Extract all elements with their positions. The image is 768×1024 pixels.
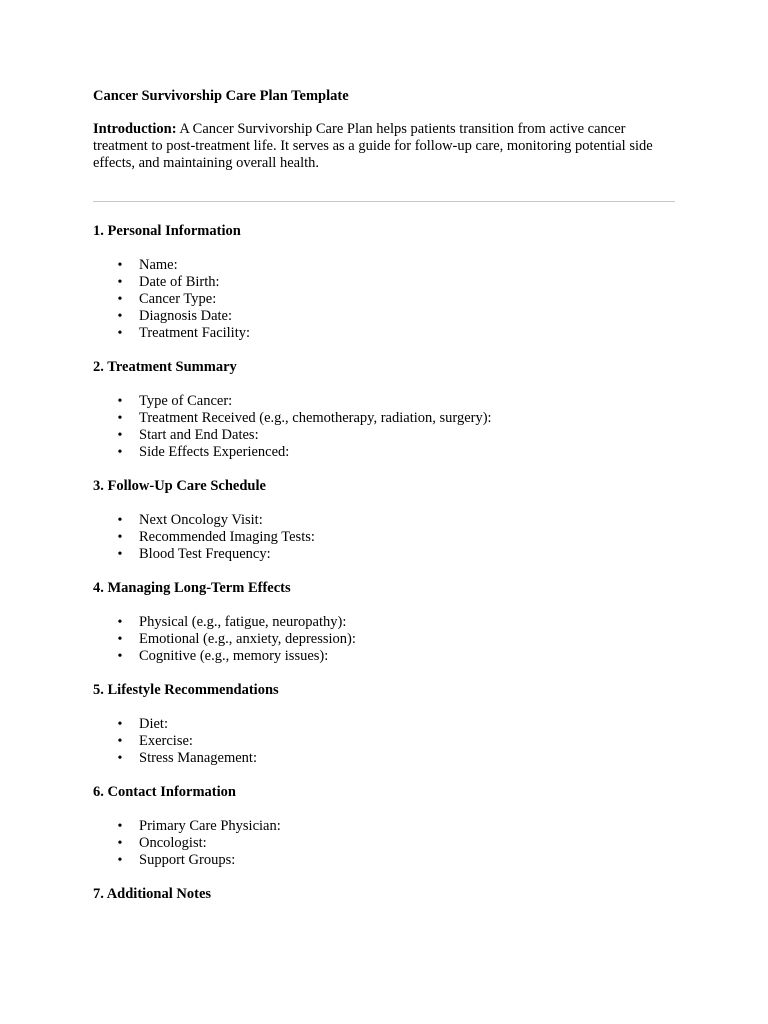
bullet-icon: • <box>117 649 123 664</box>
horizontal-divider <box>93 201 675 202</box>
list-item-label: Date of Birth: <box>139 274 220 290</box>
sections-container <box>93 223 675 903</box>
list-item <box>93 444 675 461</box>
list-item <box>93 529 675 546</box>
bullet-icon: • <box>117 530 123 545</box>
list-item-label: Start and End Dates: <box>139 427 259 443</box>
bullet-icon: • <box>117 836 123 851</box>
introduction-paragraph <box>93 121 675 172</box>
section-6 <box>93 784 675 869</box>
list-item-label: Blood Test Frequency: <box>139 546 271 562</box>
section-heading: 5. Lifestyle Recommendations <box>93 682 279 698</box>
introduction-text: A Cancer Survivorship Care Plan helps patients transition from active cancer treatment to post-treatment life. It serves as a guide for follow-up care, monitoring potential side effects, and maintaining overall health. <box>93 121 653 171</box>
bullet-icon: • <box>117 275 123 290</box>
bullet-list <box>93 614 675 665</box>
list-item-label: Diet: <box>139 716 168 732</box>
section-3 <box>93 478 675 563</box>
section-2 <box>93 359 675 461</box>
document-page <box>93 88 675 903</box>
bullet-list <box>93 393 675 461</box>
list-item-label: Recommended Imaging Tests: <box>139 529 315 545</box>
list-item <box>93 257 675 274</box>
list-item <box>93 614 675 631</box>
section-4 <box>93 580 675 665</box>
bullet-icon: • <box>117 292 123 307</box>
bullet-icon: • <box>117 734 123 749</box>
list-item-label: Diagnosis Date: <box>139 308 233 324</box>
bullet-icon: • <box>117 411 123 426</box>
list-item-label: Stress Management: <box>139 750 257 766</box>
section-7 <box>93 886 675 903</box>
list-item-label: Primary Care Physician: <box>139 818 281 834</box>
section-heading: 1. Personal Information <box>93 223 241 239</box>
list-item <box>93 835 675 852</box>
list-item <box>93 308 675 325</box>
section-1 <box>93 223 675 342</box>
list-item-label: Cognitive (e.g., memory issues): <box>139 648 329 664</box>
list-item-label: Side Effects Experienced: <box>139 444 290 460</box>
bullet-icon: • <box>117 717 123 732</box>
list-item-label: Cancer Type: <box>139 291 217 307</box>
bullet-icon: • <box>117 513 123 528</box>
list-item-label: Treatment Received (e.g., chemotherapy, radiation, surgery): <box>139 410 492 426</box>
list-item-label: Treatment Facility: <box>139 325 251 341</box>
bullet-icon: • <box>117 547 123 562</box>
bullet-icon: • <box>117 819 123 834</box>
bullet-icon: • <box>117 309 123 324</box>
bullet-icon: • <box>117 428 123 443</box>
bullet-icon: • <box>117 751 123 766</box>
bullet-list <box>93 716 675 767</box>
document-title: Cancer Survivorship Care Plan Template <box>93 88 349 104</box>
list-item <box>93 546 675 563</box>
list-item <box>93 291 675 308</box>
bullet-icon: • <box>117 632 123 647</box>
bullet-icon: • <box>117 326 123 341</box>
list-item <box>93 818 675 835</box>
list-item <box>93 274 675 291</box>
list-item-label: Name: <box>139 257 178 273</box>
list-item <box>93 427 675 444</box>
bullet-list <box>93 257 675 342</box>
list-item <box>93 648 675 665</box>
section-heading: 3. Follow-Up Care Schedule <box>93 478 266 494</box>
list-item <box>93 733 675 750</box>
bullet-icon: • <box>117 615 123 630</box>
section-5 <box>93 682 675 767</box>
bullet-list <box>93 512 675 563</box>
list-item <box>93 631 675 648</box>
list-item-label: Physical (e.g., fatigue, neuropathy): <box>139 614 347 630</box>
introduction-label: Introduction: <box>93 121 177 137</box>
list-item <box>93 750 675 767</box>
bullet-list <box>93 818 675 869</box>
section-heading: 7. Additional Notes <box>93 886 212 902</box>
list-item <box>93 393 675 410</box>
list-item <box>93 410 675 427</box>
list-item-label: Emotional (e.g., anxiety, depression): <box>139 631 356 647</box>
list-item-label: Next Oncology Visit: <box>139 512 263 528</box>
list-item-label: Oncologist: <box>139 835 207 851</box>
section-heading: 6. Contact Information <box>93 784 236 800</box>
list-item-label: Exercise: <box>139 733 193 749</box>
list-item <box>93 325 675 342</box>
bullet-icon: • <box>117 445 123 460</box>
section-heading: 4. Managing Long-Term Effects <box>93 580 291 596</box>
bullet-icon: • <box>117 394 123 409</box>
list-item-label: Support Groups: <box>139 852 236 868</box>
list-item <box>93 512 675 529</box>
bullet-icon: • <box>117 853 123 868</box>
list-item <box>93 716 675 733</box>
list-item-label: Type of Cancer: <box>139 393 233 409</box>
list-item <box>93 852 675 869</box>
bullet-icon: • <box>117 258 123 273</box>
section-heading: 2. Treatment Summary <box>93 359 237 375</box>
